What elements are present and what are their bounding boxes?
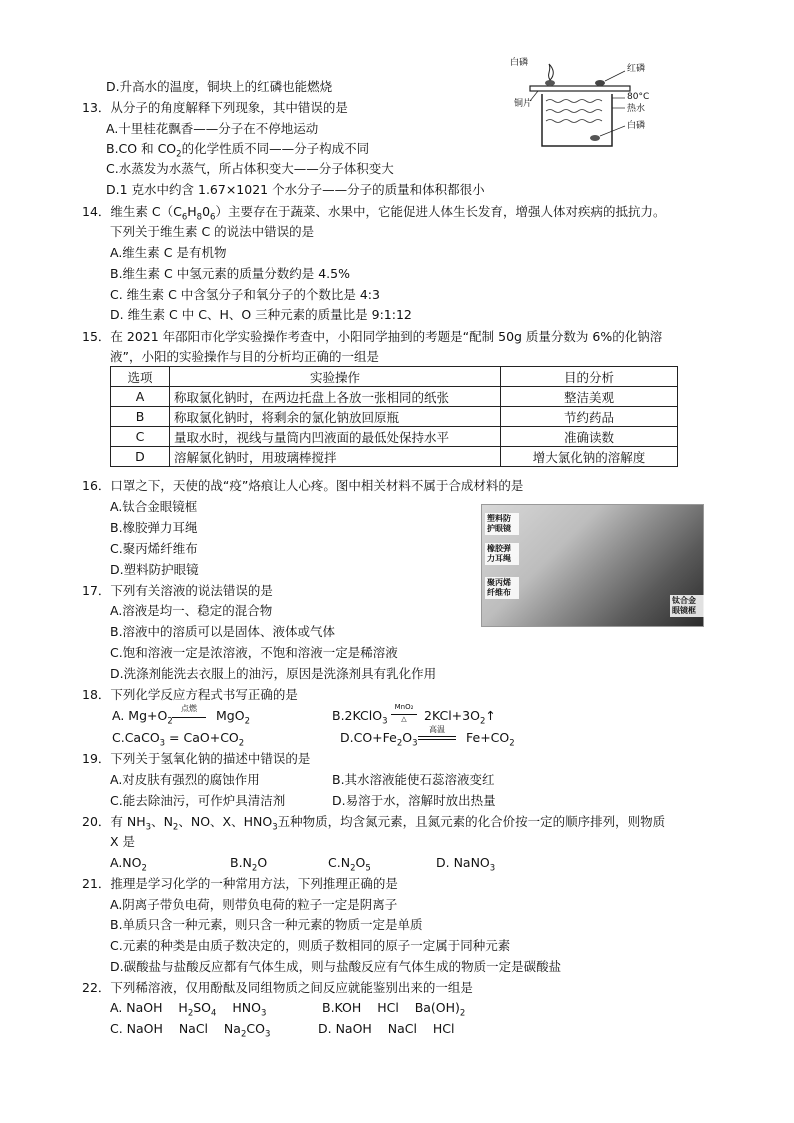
q20-s2: 2	[172, 822, 179, 833]
q21-stem: 21．推理是学习化学的一种常用方法，下列推理正确的是	[82, 876, 398, 891]
q20-option-a	[110, 854, 147, 872]
q18-d-s2: 3	[412, 738, 418, 749]
table-cell: D	[111, 447, 170, 467]
q22-option-b	[322, 999, 465, 1017]
apparatus-label-temp: 80°C	[627, 92, 650, 102]
q18-c-s1: 3	[159, 738, 166, 749]
q22-option-c	[110, 1020, 270, 1038]
table-cell: 溶解氯化钠时，用玻璃棒搅拌	[170, 447, 501, 467]
q15-table	[110, 366, 678, 467]
photo-label-goggles: 塑料防护眼镜	[485, 513, 519, 535]
q18-b-s1: 3	[382, 716, 388, 727]
table-cell: 准确读数	[501, 427, 678, 447]
q19-option-d: D.易溶于水，溶解时放出热量	[332, 793, 496, 808]
q22-a-s3: 3	[260, 1008, 267, 1019]
q17-option-a: A.溶液是均一、稳定的混合物	[110, 603, 273, 618]
table-row	[111, 447, 678, 467]
table-cell: 整洁美观	[501, 387, 678, 407]
q18-stem: 18．下列化学反应方程式书写正确的是	[82, 687, 298, 702]
q20-option-b	[230, 854, 267, 872]
q13-stem: 13．从分子的角度解释下列现象，其中错误的是	[82, 100, 348, 115]
q18-c-pre: C.CaCO	[112, 730, 160, 745]
q14-option-d: D. 维生素 C 中 C、H、O 三种元素的质量比是 9:1:12	[110, 307, 412, 322]
table-cell: 节约药品	[501, 407, 678, 427]
q17-option-b: B.溶液中的溶质可以是固体、液体或气体	[110, 624, 336, 639]
table-cell: 称取氯化钠时，在两边托盘上各放一张相同的纸张	[170, 387, 501, 407]
apparatus-label-red-p: 红磷	[627, 64, 646, 74]
q19-option-c: C.能去除油污，可作炉具清洁剂	[110, 793, 286, 808]
table-cell: 称取氯化钠时，将剩余的氯化钠放回原瓶	[170, 407, 501, 427]
q18-option-b-left	[332, 707, 387, 725]
q17-option-d: D.洗涤剂能洗去衣服上的油污，原因是洗涤剂具有乳化作用	[110, 666, 437, 681]
q21-option-a: A.阴离子带负电荷，则带负电荷的粒子一定是阴离子	[110, 897, 398, 912]
q22-a-s2: 4	[211, 1008, 217, 1019]
table-row	[111, 427, 678, 447]
q18-a-post: MgO	[216, 708, 245, 723]
q20-c-m: O	[355, 855, 366, 870]
q20-a-s: 2	[141, 863, 147, 874]
q22-a-s1: 2	[187, 1008, 194, 1019]
q22-stem: 22．下列稀溶液，仅用酚酞及同组物质之间反应就能鉴别出来的一组是	[82, 980, 473, 995]
q16-option-c: C.聚丙烯纤维布	[110, 541, 198, 556]
q14-s2: 8	[196, 212, 203, 223]
q22-b-pre: B.KOH HCl Ba(OH)	[322, 1000, 460, 1015]
q18-d-pre: D.CO+Fe	[340, 730, 397, 745]
q13-option-d: D.1 克水中约含 1.67×1021 个水分子——分子的质量和体积都很小	[106, 182, 485, 197]
q20-stem-post: 五种物质，均含氮元素，且氮元素的化合价按一定的顺序排列，则物质	[277, 814, 666, 829]
q21-option-b: B.单质只含一种元素，则只含一种元素的物质一定是单质	[110, 917, 423, 932]
q22-a-pre: A. NaOH H	[110, 1000, 188, 1015]
q20-stem-2: X 是	[110, 834, 136, 849]
q18-b-post: 2KCl+3O	[424, 708, 480, 723]
q16-option-b: B.橡胶弹力耳绳	[110, 520, 198, 535]
q22-option-d: D. NaOH NaCl HCl	[318, 1021, 455, 1036]
q20-c-pre: C.N	[328, 855, 351, 870]
mask-photo	[481, 504, 704, 627]
q20-option-d	[436, 854, 495, 872]
table-row	[111, 387, 678, 407]
table-cell: 量取水时，视线与量筒内凹液面的最低处保持水平	[170, 427, 501, 447]
apparatus-label-white-p-top: 白磷	[510, 58, 529, 68]
q14-option-c: C. 维生素 C 中含氢分子和氧分子的个数比是 4:3	[110, 287, 380, 302]
apparatus-label-copper: 铜片	[514, 99, 533, 109]
q15-stem-1: 15．在 2021 年邵阳市化学实验操作考查中，小阳同学抽到的考题是“配制 50g 质量分数为 6%的化钠溶	[82, 329, 663, 344]
q20-a-pre: A.NO	[110, 855, 142, 870]
q15-stem-2: 液”，小阳的实验操作与目的分析均正确的一组是	[110, 349, 379, 364]
q20-s1: 3	[145, 822, 152, 833]
q18-c-mid: = CaO+CO	[165, 730, 239, 745]
q13-b-post: 的化学性质不同——分子构成不同	[181, 141, 370, 156]
q21-option-c: C.元素的种类是由质子数决定的，则质子数相同的原子一定属于同种元素	[110, 938, 511, 953]
apparatus-label-white-p-bottom: 白磷	[627, 121, 646, 131]
q18-a-condition: 点燃	[181, 704, 197, 713]
q18-b-condition-top: MnO₂	[394, 703, 414, 711]
q20-b-pre: B.N	[230, 855, 252, 870]
q22-option-a	[110, 999, 266, 1017]
photo-label-frame: 钛合金眼镜框	[670, 595, 704, 617]
q18-option-a-left	[112, 707, 173, 725]
q18-option-a-right	[216, 707, 250, 725]
q18-c-s2: 2	[238, 738, 245, 749]
q14-stem	[82, 203, 665, 221]
table-header-operation: 实验操作	[170, 367, 501, 387]
q18-d-reaction-line-2	[418, 739, 456, 740]
table-cell: C	[111, 427, 170, 447]
q18-b-s2: 2	[479, 716, 486, 727]
q21-option-d: D.碳酸盐与盐酸反应都有气体生成，则与盐酸反应有气体生成的物质一定是碳酸盐	[110, 959, 562, 974]
q22-c-pre: C. NaOH NaCl Na	[110, 1021, 241, 1036]
q19-option-a: A.对皮肤有强烈的腐蚀作用	[110, 772, 260, 787]
table-header-row	[111, 367, 678, 387]
q14-stem-pre: 14．维生素 C（C	[82, 204, 182, 219]
q22-b-s: 2	[459, 1008, 466, 1019]
q18-option-b-right	[424, 707, 496, 725]
q14-m1: H	[187, 204, 197, 219]
q18-b-pre: B.2KClO	[332, 708, 383, 723]
q20-c-s2: 5	[365, 863, 371, 874]
q14-s3: 6	[210, 212, 216, 223]
q18-a-s2: 2	[244, 716, 250, 727]
q19-stem: 19．下列关于氢氧化钠的描述中错误的是	[82, 751, 311, 766]
q22-a-m: SO	[193, 1000, 212, 1015]
q18-a-reaction-line	[172, 717, 206, 718]
q16-stem: 16．口罩之下，天使的战“疫”烙痕让人心疼。图中相关材料不属于合成材料的是	[82, 478, 524, 493]
q14-option-b: B.维生素 C 中氢元素的质量分数约是 4.5%	[110, 266, 350, 281]
q18-d-m: O	[402, 730, 413, 745]
q19-option-b: B.其水溶液能使石蕊溶液变红	[332, 772, 495, 787]
table-header-purpose: 目的分析	[501, 367, 678, 387]
q20-stem	[82, 813, 665, 831]
q14-option-a: A.维生素 C 是有机物	[110, 245, 227, 260]
q18-a-s1: 2	[167, 716, 173, 727]
q18-d-post: Fe+CO	[466, 730, 510, 745]
q22-a-post: HNO	[216, 1000, 261, 1015]
q13-b-pre: B.CO 和 CO	[106, 141, 177, 156]
q20-m2: 、NO、X、HNO	[178, 814, 273, 829]
q18-d-s3: 2	[509, 738, 515, 749]
q20-stem-pre: 20．有 NH	[82, 814, 146, 829]
q13-option-c: C.水蒸发为水蒸气，所占体积变大——分子体积变大	[106, 161, 394, 176]
q18-a-pre: A. Mg+O	[112, 708, 168, 723]
table-cell: A	[111, 387, 170, 407]
photo-label-elastic: 橡胶弹力耳绳	[485, 543, 519, 565]
q17-stem: 17．下列有关溶液的说法错误的是	[82, 583, 273, 598]
q22-c-s1: 2	[240, 1029, 247, 1040]
apparatus-label-hot-water: 热水	[627, 104, 646, 114]
q20-s3: 3	[272, 822, 278, 833]
q17-option-c: C.饱和溶液一定是浓溶液，不饱和溶液一定是稀溶液	[110, 645, 398, 660]
q20-m1: 、N	[151, 814, 173, 829]
photo-label-fabric: 聚丙烯纤维布	[485, 577, 519, 599]
q18-option-c	[112, 729, 244, 747]
q16-option-a: A.钛合金眼镜框	[110, 499, 198, 514]
q18-option-d-right	[466, 729, 515, 747]
table-cell: B	[111, 407, 170, 427]
table-header-option: 选项	[111, 367, 170, 387]
q18-b-gas-arrow: ↑	[485, 708, 496, 723]
q20-d-pre: D. NaNO	[436, 855, 490, 870]
q20-b-s: 2	[251, 863, 258, 874]
q13-option-a: A.十里桂花飘香——分子在不停地运动	[106, 121, 319, 136]
table-cell: 增大氯化钠的溶解度	[501, 447, 678, 467]
q14-m2: 0	[202, 204, 211, 219]
q12-option-d: D.升高水的温度，铜块上的红磷也能燃烧	[106, 79, 333, 94]
q20-b-post: O	[257, 855, 268, 870]
q16-option-d: D.塑料防护眼镜	[110, 562, 199, 577]
table-row	[111, 407, 678, 427]
q14-s1: 6	[181, 212, 188, 223]
q20-c-s1: 2	[350, 863, 356, 874]
q18-d-reaction-line	[418, 736, 456, 737]
q18-option-d-left	[340, 729, 418, 747]
q13-b-sub: 2	[176, 149, 182, 160]
q14-stem-2: 下列关于维生素 C 的说法中错误的是	[110, 224, 315, 239]
q14-stem-post: ）主要存在于蔬菜、水果中，它能促进人体生长发育，增强人体对疾病的抵抗力。	[215, 204, 666, 219]
q22-c-s2: 3	[264, 1029, 271, 1040]
q18-d-s1: 2	[396, 738, 403, 749]
q22-c-m: CO	[246, 1021, 265, 1036]
q18-b-condition-bottom: △	[401, 715, 407, 723]
q20-d-s: 3	[489, 863, 496, 874]
q18-d-condition: 高温	[429, 725, 445, 734]
q20-option-c	[328, 854, 371, 872]
q13-option-b	[106, 140, 369, 158]
